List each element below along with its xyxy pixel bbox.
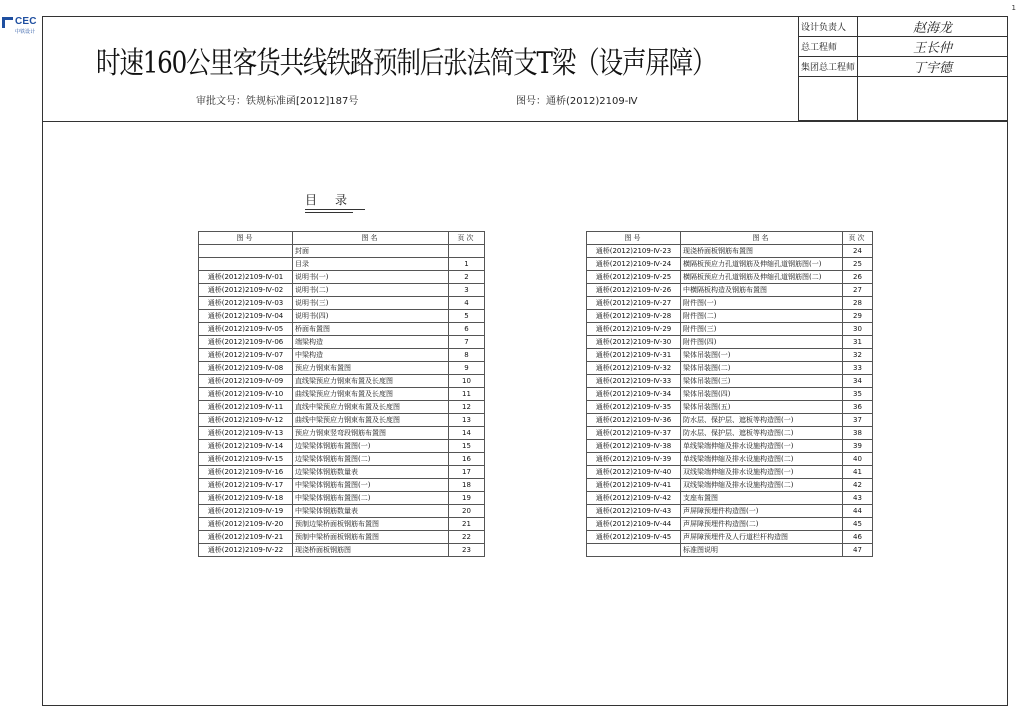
toc-cell-page: 15: [449, 440, 485, 453]
signoff-row: [799, 57, 1008, 77]
toc-cell-drawing-no: 通桥(2012)2109-Ⅳ-39: [587, 453, 681, 466]
toc-title: 目录: [305, 191, 365, 210]
toc-row: [199, 297, 485, 310]
logo-subtitle: 中铁设计: [15, 29, 36, 35]
toc-row: [199, 492, 485, 505]
toc-cell-drawing-no: 通桥(2012)2109-Ⅳ-38: [587, 440, 681, 453]
toc-cell-page: 10: [449, 375, 485, 388]
toc-cell-page: 43: [843, 492, 873, 505]
toc-row: [199, 531, 485, 544]
toc-cell-drawing-name: 单线梁端伸缩及排水设施构造图(一): [681, 440, 843, 453]
toc-cell-drawing-name: 边梁梁体钢筋布置图(二): [293, 453, 449, 466]
toc-cell-drawing-no: 通桥(2012)2109-Ⅳ-06: [199, 336, 293, 349]
toc-cell-drawing-name: 曲线梁预应力钢束布置及长度图: [293, 388, 449, 401]
toc-cell-drawing-name: 直线中梁预应力钢束布置及长度图: [293, 401, 449, 414]
signoff-blank-cell: [799, 77, 858, 121]
toc-row: [199, 466, 485, 479]
toc-cell-drawing-no: 通桥(2012)2109-Ⅳ-41: [587, 479, 681, 492]
toc-cell-drawing-no: 通桥(2012)2109-Ⅳ-04: [199, 310, 293, 323]
toc-cell-page: 37: [843, 414, 873, 427]
toc-cell-drawing-no: 通桥(2012)2109-Ⅳ-29: [587, 323, 681, 336]
toc-cell-page: 27: [843, 284, 873, 297]
toc-row: [199, 362, 485, 375]
toc-cell-drawing-no: 通桥(2012)2109-Ⅳ-03: [199, 297, 293, 310]
toc-cell-page: 41: [843, 466, 873, 479]
toc-row: [587, 362, 873, 375]
toc-cell-drawing-name: 预制中梁桥面板钢筋布置图: [293, 531, 449, 544]
toc-cell-page: 20: [449, 505, 485, 518]
toc-row: [587, 388, 873, 401]
toc-cell-drawing-no: 通桥(2012)2109-Ⅳ-32: [587, 362, 681, 375]
toc-cell-drawing-no: 通桥(2012)2109-Ⅳ-17: [199, 479, 293, 492]
toc-row: [199, 284, 485, 297]
toc-cell-drawing-no: 通桥(2012)2109-Ⅳ-21: [199, 531, 293, 544]
toc-cell-drawing-name: 曲线中梁预应力钢束布置及长度图: [293, 414, 449, 427]
toc-cell-drawing-no: 通桥(2012)2109-Ⅳ-27: [587, 297, 681, 310]
toc-row: [587, 258, 873, 271]
toc-cell-drawing-no: 通桥(2012)2109-Ⅳ-35: [587, 401, 681, 414]
toc-cell-page: 32: [843, 349, 873, 362]
toc-cell-page: 39: [843, 440, 873, 453]
toc-cell-drawing-name: 单线梁端伸缩及排水设施构造图(二): [681, 453, 843, 466]
signoff-role: 总工程师: [799, 37, 858, 57]
toc-cell-drawing-name: 梁体吊装图(一): [681, 349, 843, 362]
toc-cell-drawing-name: 中梁构造: [293, 349, 449, 362]
approval-doc-number: 审批文号：铁规标准函[2012]187号: [196, 96, 359, 107]
toc-row: [587, 349, 873, 362]
toc-row: [199, 440, 485, 453]
toc-cell-page: 40: [843, 453, 873, 466]
signoff-block: [798, 16, 1008, 121]
toc-cell-drawing-name: 说明书(一): [293, 271, 449, 284]
toc-cell-drawing-name: 附件图(二): [681, 310, 843, 323]
toc-cell-drawing-no: [587, 544, 681, 557]
toc-cell-drawing-name: 标准图说明: [681, 544, 843, 557]
toc-table-right: [586, 231, 873, 557]
toc-header-row: [587, 232, 873, 245]
toc-cell-page: 44: [843, 505, 873, 518]
toc-cell-page: 29: [843, 310, 873, 323]
toc-cell-page: 31: [843, 336, 873, 349]
toc-cell-drawing-name: 封面: [293, 245, 449, 258]
toc-row: [199, 518, 485, 531]
toc-row: [199, 245, 485, 258]
toc-cell-page: 9: [449, 362, 485, 375]
toc-cell-drawing-name: 现浇桥面板钢筋布置图: [681, 245, 843, 258]
toc-row: [587, 245, 873, 258]
toc-cell-drawing-no: 通桥(2012)2109-Ⅳ-45: [587, 531, 681, 544]
toc-cell-page: 46: [843, 531, 873, 544]
toc-cell-drawing-no: 通桥(2012)2109-Ⅳ-14: [199, 440, 293, 453]
toc-row: [587, 401, 873, 414]
toc-cell-drawing-no: 通桥(2012)2109-Ⅳ-10: [199, 388, 293, 401]
toc-row: [587, 323, 873, 336]
toc-cell-drawing-name: 预制边梁桥面板钢筋布置图: [293, 518, 449, 531]
toc-cell-page: 11: [449, 388, 485, 401]
toc-cell-drawing-no: 通桥(2012)2109-Ⅳ-23: [587, 245, 681, 258]
toc-cell-page: 18: [449, 479, 485, 492]
toc-cell-drawing-no: 通桥(2012)2109-Ⅳ-36: [587, 414, 681, 427]
toc-cell-page: 26: [843, 271, 873, 284]
toc-cell-drawing-no: 通桥(2012)2109-Ⅳ-18: [199, 492, 293, 505]
document-title: 时速160公里客货共线铁路预制后张法简支T梁（设声屏障）: [96, 46, 716, 81]
toc-row: [587, 531, 873, 544]
toc-row: [199, 453, 485, 466]
toc-cell-page: 5: [449, 310, 485, 323]
logo-brand: CEC: [15, 16, 37, 27]
toc-cell-page: 4: [449, 297, 485, 310]
toc-cell-drawing-no: 通桥(2012)2109-Ⅳ-19: [199, 505, 293, 518]
toc-cell-drawing-name: 说明书(二): [293, 284, 449, 297]
toc-cell-page: 3: [449, 284, 485, 297]
toc-cell-drawing-name: 支座布置图: [681, 492, 843, 505]
toc-row: [587, 505, 873, 518]
toc-cell-drawing-name: 梁体吊装图(四): [681, 388, 843, 401]
toc-cell-drawing-no: 通桥(2012)2109-Ⅳ-28: [587, 310, 681, 323]
toc-cell-page: 47: [843, 544, 873, 557]
toc-cell-page: 17: [449, 466, 485, 479]
toc-cell-drawing-name: 预应力钢束竖弯段钢筋布置图: [293, 427, 449, 440]
toc-cell-drawing-no: 通桥(2012)2109-Ⅳ-16: [199, 466, 293, 479]
toc-cell-drawing-name: 现浇桥面板钢筋图: [293, 544, 449, 557]
toc-cell-drawing-name: 附件图(四): [681, 336, 843, 349]
toc-row: [587, 336, 873, 349]
toc-row: [199, 479, 485, 492]
toc-header-drawing-no: 图号: [587, 232, 681, 245]
toc-cell-drawing-name: 桥面布置图: [293, 323, 449, 336]
toc-cell-drawing-name: 边梁梁体钢筋布置图(一): [293, 440, 449, 453]
toc-row: [199, 323, 485, 336]
toc-cell-page: 42: [843, 479, 873, 492]
toc-cell-page: [449, 245, 485, 258]
toc-row: [199, 427, 485, 440]
toc-row: [199, 336, 485, 349]
toc-cell-drawing-name: 梁体吊装图(二): [681, 362, 843, 375]
toc-cell-drawing-name: 防水层、保护层、遮板等构造图(二): [681, 427, 843, 440]
toc-cell-drawing-name: 横隔板预应力孔道钢筋及伸缩孔道钢筋图(一): [681, 258, 843, 271]
toc-cell-drawing-no: 通桥(2012)2109-Ⅳ-33: [587, 375, 681, 388]
signoff-blank-cell: [858, 77, 1008, 121]
toc-cell-page: 12: [449, 401, 485, 414]
toc-cell-drawing-no: 通桥(2012)2109-Ⅳ-42: [587, 492, 681, 505]
toc-cell-drawing-no: 通桥(2012)2109-Ⅳ-08: [199, 362, 293, 375]
toc-cell-drawing-no: 通桥(2012)2109-Ⅳ-44: [587, 518, 681, 531]
toc-cell-page: 21: [449, 518, 485, 531]
toc-cell-drawing-no: 通桥(2012)2109-Ⅳ-34: [587, 388, 681, 401]
signoff-role: 设计负责人: [799, 17, 858, 37]
toc-cell-drawing-name: 梁体吊装图(三): [681, 375, 843, 388]
toc-cell-drawing-no: 通桥(2012)2109-Ⅳ-26: [587, 284, 681, 297]
toc-row: [199, 414, 485, 427]
toc-cell-drawing-no: 通桥(2012)2109-Ⅳ-02: [199, 284, 293, 297]
toc-table-left: [198, 231, 485, 557]
toc-cell-drawing-no: 通桥(2012)2109-Ⅳ-31: [587, 349, 681, 362]
toc-row: [587, 544, 873, 557]
toc-row: [587, 297, 873, 310]
signoff-row: [799, 17, 1008, 37]
toc-cell-page: 36: [843, 401, 873, 414]
toc-cell-page: 16: [449, 453, 485, 466]
toc-cell-drawing-name: 中梁梁体钢筋布置图(一): [293, 479, 449, 492]
toc-cell-page: 1: [449, 258, 485, 271]
toc-cell-page: 7: [449, 336, 485, 349]
toc-cell-page: 28: [843, 297, 873, 310]
drawing-number: 图号：通桥(2012)2109-Ⅳ: [516, 96, 638, 107]
toc-cell-drawing-name: 中横隔板构造及钢筋布置图: [681, 284, 843, 297]
signoff-signature: 王长仲: [858, 37, 1008, 57]
toc-row: [587, 414, 873, 427]
signoff-signature: 丁宇德: [858, 57, 1008, 77]
toc-cell-drawing-name: 横隔板预应力孔道钢筋及伸缩孔道钢筋图(二): [681, 271, 843, 284]
signoff-blank-row: [799, 77, 1008, 121]
signoff-role: 集团总工程师: [799, 57, 858, 77]
toc-cell-drawing-no: 通桥(2012)2109-Ⅳ-12: [199, 414, 293, 427]
signoff-row: [799, 37, 1008, 57]
toc-cell-drawing-no: 通桥(2012)2109-Ⅳ-20: [199, 518, 293, 531]
toc-header-page: 页次: [843, 232, 873, 245]
toc-cell-drawing-no: 通桥(2012)2109-Ⅳ-07: [199, 349, 293, 362]
toc-cell-drawing-name: 声屏障预埋件构造图(二): [681, 518, 843, 531]
toc-row: [199, 401, 485, 414]
toc-cell-page: 14: [449, 427, 485, 440]
toc-cell-drawing-name: 目录: [293, 258, 449, 271]
toc-cell-page: 6: [449, 323, 485, 336]
toc-cell-drawing-name: 边梁梁体钢筋数量表: [293, 466, 449, 479]
toc-row: [587, 518, 873, 531]
toc-cell-drawing-name: 直线梁预应力钢束布置及长度图: [293, 375, 449, 388]
toc-cell-drawing-name: 中梁梁体钢筋数量表: [293, 505, 449, 518]
toc-cell-drawing-name: 附件图(一): [681, 297, 843, 310]
toc-cell-page: 23: [449, 544, 485, 557]
toc-cell-drawing-name: 双线梁端伸缩及排水设施构造图(一): [681, 466, 843, 479]
toc-row: [199, 271, 485, 284]
toc-cell-drawing-name: 说明书(四): [293, 310, 449, 323]
toc-cell-drawing-no: 通桥(2012)2109-Ⅳ-13: [199, 427, 293, 440]
toc-cell-drawing-name: 端梁构造: [293, 336, 449, 349]
toc-cell-page: 22: [449, 531, 485, 544]
toc-row: [199, 349, 485, 362]
toc-cell-drawing-no: 通桥(2012)2109-Ⅳ-37: [587, 427, 681, 440]
toc-header-drawing-name: 图名: [681, 232, 843, 245]
header-divider: [42, 121, 1008, 122]
toc-cell-drawing-no: 通桥(2012)2109-Ⅳ-09: [199, 375, 293, 388]
toc-row: [587, 466, 873, 479]
page-mark: 1: [1011, 4, 1016, 12]
toc-cell-drawing-name: 附件图(三): [681, 323, 843, 336]
toc-cell-page: 38: [843, 427, 873, 440]
toc-cell-page: 8: [449, 349, 485, 362]
toc-cell-drawing-name: 说明书(三): [293, 297, 449, 310]
toc-cell-page: 45: [843, 518, 873, 531]
toc-row: [587, 427, 873, 440]
toc-cell-page: 2: [449, 271, 485, 284]
toc-cell-drawing-no: 通桥(2012)2109-Ⅳ-30: [587, 336, 681, 349]
toc-cell-drawing-no: [199, 258, 293, 271]
toc-row: [587, 375, 873, 388]
toc-cell-drawing-no: 通桥(2012)2109-Ⅳ-25: [587, 271, 681, 284]
toc-row: [199, 544, 485, 557]
toc-header-row: [199, 232, 485, 245]
toc-cell-drawing-name: 防水层、保护层、遮板等构造图(一): [681, 414, 843, 427]
toc-cell-drawing-no: 通桥(2012)2109-Ⅳ-43: [587, 505, 681, 518]
toc-row: [587, 440, 873, 453]
toc-row: [587, 479, 873, 492]
toc-row: [587, 453, 873, 466]
toc-cell-page: 25: [843, 258, 873, 271]
toc-cell-drawing-name: 声屏障预埋件及人行道栏杆构造图: [681, 531, 843, 544]
signoff-signature: 赵海龙: [858, 17, 1008, 37]
toc-row: [587, 492, 873, 505]
toc-header-drawing-name: 图名: [293, 232, 449, 245]
cec-logo: [2, 16, 42, 38]
logo-mark-icon: [2, 17, 13, 28]
toc-cell-drawing-no: 通桥(2012)2109-Ⅳ-11: [199, 401, 293, 414]
toc-cell-drawing-name: 双线梁端伸缩及排水设施构造图(二): [681, 479, 843, 492]
toc-cell-drawing-no: [199, 245, 293, 258]
toc-cell-page: 24: [843, 245, 873, 258]
toc-cell-drawing-no: 通桥(2012)2109-Ⅳ-22: [199, 544, 293, 557]
toc-cell-page: 35: [843, 388, 873, 401]
toc-cell-drawing-no: 通桥(2012)2109-Ⅳ-24: [587, 258, 681, 271]
toc-cell-page: 33: [843, 362, 873, 375]
toc-header-drawing-no: 图号: [199, 232, 293, 245]
toc-header-page: 页次: [449, 232, 485, 245]
toc-row: [587, 284, 873, 297]
toc-cell-drawing-no: 通桥(2012)2109-Ⅳ-05: [199, 323, 293, 336]
toc-cell-drawing-no: 通桥(2012)2109-Ⅳ-15: [199, 453, 293, 466]
toc-row: [199, 310, 485, 323]
toc-cell-drawing-name: 梁体吊装图(五): [681, 401, 843, 414]
toc-cell-drawing-no: 通桥(2012)2109-Ⅳ-40: [587, 466, 681, 479]
toc-cell-page: 34: [843, 375, 873, 388]
toc-cell-page: 19: [449, 492, 485, 505]
toc-cell-page: 13: [449, 414, 485, 427]
toc-cell-drawing-name: 声屏障预埋件构造图(一): [681, 505, 843, 518]
toc-row: [199, 375, 485, 388]
toc-row: [199, 505, 485, 518]
toc-row: [199, 258, 485, 271]
toc-cell-page: 30: [843, 323, 873, 336]
toc-cell-drawing-name: 中梁梁体钢筋布置图(二): [293, 492, 449, 505]
toc-cell-drawing-name: 预应力钢束布置图: [293, 362, 449, 375]
toc-cell-drawing-no: 通桥(2012)2109-Ⅳ-01: [199, 271, 293, 284]
toc-row: [587, 310, 873, 323]
toc-row: [199, 388, 485, 401]
toc-row: [587, 271, 873, 284]
